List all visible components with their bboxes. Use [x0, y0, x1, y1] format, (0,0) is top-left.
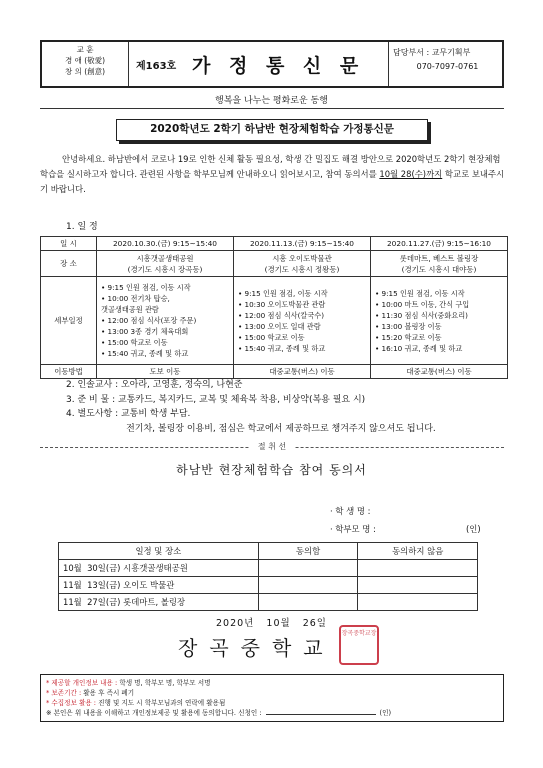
consent-seal: (인): [379, 709, 392, 717]
disagree-checkbox-cell[interactable]: [358, 560, 478, 577]
phone-number: 070-7097-0761: [416, 62, 479, 71]
table-row: [59, 560, 478, 577]
detail-line: • 13:00 볼링장 이동: [375, 321, 442, 331]
detail-cell: [234, 277, 371, 365]
school-name: 장곡중학교: [178, 636, 335, 660]
privacy-label: * 제공할 개인정보 내용 :: [46, 679, 118, 687]
table-row: [59, 594, 478, 611]
detail-line: • 10:00 마트 이동, 간식 구입: [375, 299, 470, 309]
place-cell: [234, 251, 371, 277]
table-row: [41, 365, 508, 379]
table-row: [41, 277, 508, 365]
list-item: 3. 준 비 물 : 교통카드, 복지카드, 교복 및 체육복 착용, 비상약(복용 필요 시): [66, 394, 366, 405]
transport-cell: 도보 이동: [97, 365, 234, 379]
table-header-row: [59, 543, 478, 560]
detail-line: • 13:00 3종 경기 체육대회: [101, 327, 189, 336]
column-header: 동의하지 않음: [358, 543, 478, 560]
privacy-value: 진행 및 지도 시 학부모님과의 연락에 활용됨: [96, 699, 226, 707]
detail-line: • 15:20 학교로 이동: [375, 332, 442, 342]
privacy-label: * 수집정보 활용 :: [46, 699, 97, 707]
privacy-value: 학생 명, 학부모 명, 학부모 서명: [117, 679, 211, 687]
detail-line: • 9:15 인원 점검, 이동 시작: [101, 283, 191, 292]
place-name: 시흥갯골생태공원: [136, 253, 194, 263]
issue-number: 제163호: [136, 61, 177, 72]
row-label: 이동방법: [41, 365, 97, 379]
signature-line[interactable]: [266, 714, 376, 715]
date-cell: 2020.11.13.(금) 9:15~15:40: [234, 237, 371, 251]
privacy-consent-box: [40, 674, 504, 722]
agree-checkbox-cell[interactable]: [258, 577, 358, 594]
motto-line: 창 의 (創意): [64, 67, 106, 76]
schedule-option: 10월 30일(금) 시흥갯골생태공원: [59, 560, 259, 577]
column-header: 일정 및 장소: [59, 543, 259, 560]
list-item: 4. 별도사항 : 교통비 학생 부담.: [66, 409, 191, 419]
section-schedule-heading: 1. 일 정: [66, 222, 98, 232]
detail-line: • 11:30 점심 식사(중화요리): [375, 310, 468, 320]
school-motto: [42, 42, 129, 86]
issue-date: 2020년 10월 26일: [215, 618, 327, 629]
schedule-option: 11월 27일(금) 롯데마트, 볼링장: [59, 594, 259, 611]
agreement-title: 하남반 현장체험학습 참여 동의서: [176, 463, 367, 477]
detail-line: • 9:15 인원 점검, 이동 시작: [375, 288, 465, 298]
agree-checkbox-cell[interactable]: [258, 594, 358, 611]
slogan: 행복을 나누는 평화로운 동행: [215, 96, 328, 106]
divider: [40, 108, 504, 109]
department-info: [388, 42, 502, 86]
intro-text: 안녕하세요. 하남반에서 코로나 19로 인한 신체 활동 필요성, 학생 간 밀집도 해결 방안으로 2020학년도 2학기 현장체험학습을 실시하고자 합니다. 관련된 사항을 학부모님께 안내하오니 읽어보시고, 참여 동의서를: [40, 154, 501, 179]
agree-checkbox-cell[interactable]: [258, 560, 358, 577]
privacy-label: * 보존기간 :: [46, 689, 82, 697]
intro-text-end: 학교로 보내주시기 바랍니다.: [40, 169, 505, 194]
privacy-value: 활용 후 즉시 폐기: [81, 689, 135, 697]
detail-line: • 12:00 점심 식사(포장 주문): [101, 316, 197, 325]
detail-cell: [97, 277, 234, 365]
detail-line: • 15:00 학교로 이동: [101, 338, 168, 347]
schedule-option: 11월 13일(금) 오이도 박물관: [59, 577, 259, 594]
place-name: 시흥 오이도박물관: [272, 253, 332, 263]
detail-line: • 10:30 오이도박물관 관람: [238, 299, 326, 309]
schedule-table: [40, 236, 508, 379]
table-row: [41, 251, 508, 277]
place-cell: [371, 251, 508, 277]
privacy-line: [46, 688, 498, 698]
place-name: 롯데마트, 베스트 볼링장: [399, 253, 479, 263]
date-cell: 2020.10.30.(금) 9:15~15:40: [97, 237, 234, 251]
place-address: (경기도 시흥시 대야동): [401, 264, 477, 274]
transport-cell: 대중교통(버스) 이동: [371, 365, 508, 379]
detail-line: • 9:15 인원 점검, 이동 시작: [238, 288, 328, 298]
newsletter-header: [40, 40, 504, 88]
detail-line: • 15:40 귀교, 종례 및 하교: [238, 343, 326, 353]
table-row: [59, 577, 478, 594]
notice-banner: 2020학년도 2학기 하남반 현장체험학습 가정통신문: [116, 119, 428, 141]
row-label: 일 시: [41, 237, 97, 251]
privacy-line: [46, 698, 498, 708]
privacy-line: [46, 708, 498, 718]
place-cell: [97, 251, 234, 277]
motto-line: 교 훈: [76, 45, 94, 54]
detail-cell: [371, 277, 508, 365]
disagree-checkbox-cell[interactable]: [358, 577, 478, 594]
table-row: [41, 237, 508, 251]
place-address: (경기도 시흥시 정왕동): [264, 264, 340, 274]
privacy-line: [46, 678, 498, 688]
parent-name-label: · 학부모 명 :: [330, 524, 376, 534]
agreement-table: [58, 542, 478, 611]
school-seal-stamp: [339, 625, 379, 665]
date-cell: 2020.11.27.(금) 9:15~16:10: [371, 237, 508, 251]
row-label: 세부일정: [41, 277, 97, 365]
detail-line: • 15:40 귀교, 종례 및 하교: [101, 349, 189, 358]
page-title: 가 정 통 신 문: [192, 55, 365, 77]
stamp-text: 장곡중학교장: [341, 630, 377, 637]
detail-line: • 12:00 점심 식사(칼국수): [238, 310, 325, 320]
intro-paragraph: [40, 152, 508, 197]
notice-items: [66, 378, 436, 436]
consent-statement: ※ 본인은 위 내용을 이해하고 개인정보제공 및 활용에 동의합니다. 신청인 :: [46, 709, 262, 717]
detail-line: • 16:10 귀교, 종례 및 하교: [375, 343, 463, 353]
row-label: 장 소: [41, 251, 97, 277]
detail-line: 갯골생태공원 관람: [101, 305, 159, 314]
detail-line: • 13:00 오이도 일대 관람: [238, 321, 321, 331]
disagree-checkbox-cell[interactable]: [358, 594, 478, 611]
list-item: 전기차, 볼링장 이용비, 점심은 학교에서 제공하므로 챙겨주지 않으셔도 됩니다.: [66, 423, 436, 434]
deadline: 10월 28(수)까지: [379, 169, 443, 179]
motto-line: 경 애 (敬愛): [64, 56, 106, 65]
detail-line: • 15:00 학교로 이동: [238, 332, 305, 342]
student-name-label: · 학 생 명 :: [330, 506, 371, 516]
place-address: (경기도 시흥시 장곡동): [127, 264, 203, 274]
seal-mark: (인): [466, 524, 481, 534]
detail-line: • 10:00 전기차 탑승,: [101, 294, 170, 303]
cut-label: 절 취 선: [250, 442, 294, 451]
department: 담당부서 : 교무기획부: [393, 48, 471, 57]
column-header: 동의함: [258, 543, 358, 560]
transport-cell: 대중교통(버스) 이동: [234, 365, 371, 379]
list-item: 2. 인솔교사 : 오아라, 고영훈, 정숙의, 나현준: [66, 380, 243, 390]
cut-line: [40, 441, 504, 453]
